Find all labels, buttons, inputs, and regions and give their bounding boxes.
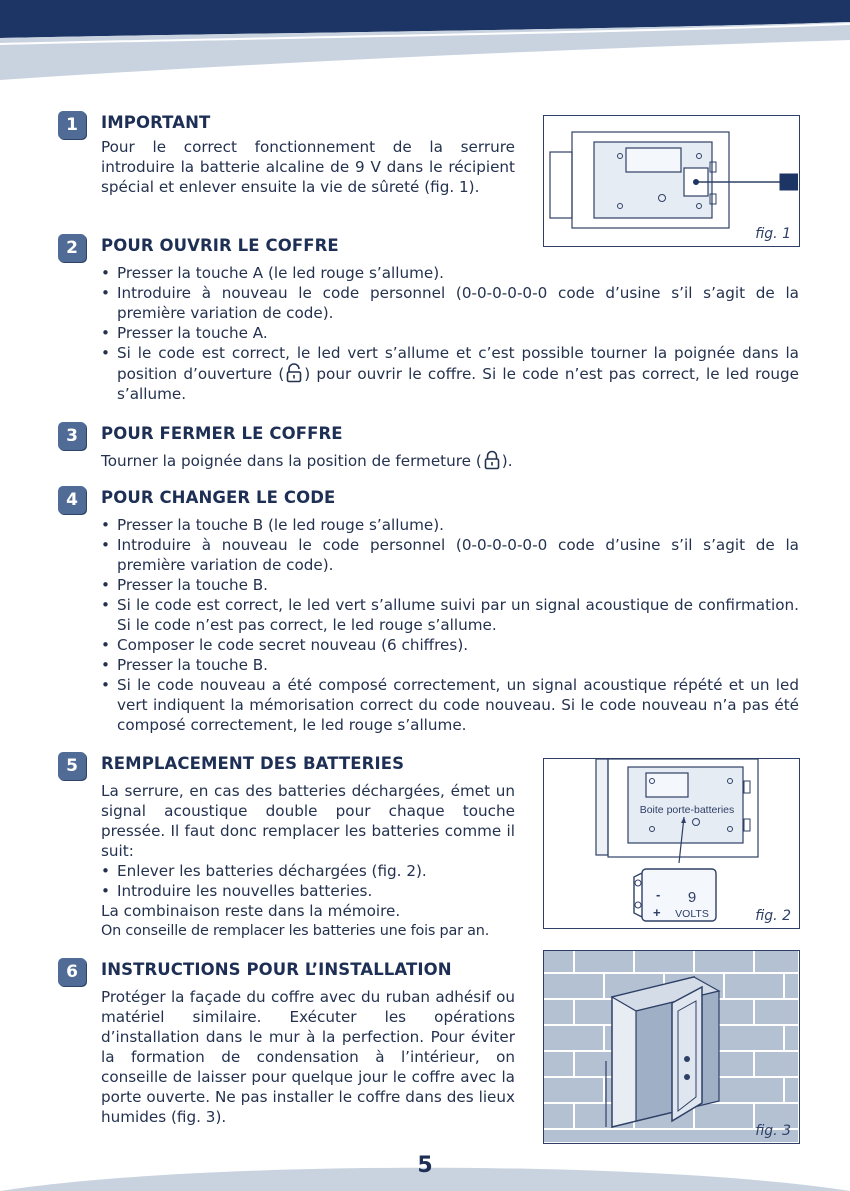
list-item: • Introduire les nouvelles batteries. [101, 881, 515, 901]
closed-padlock-icon [482, 450, 502, 470]
figure-1 [543, 115, 800, 247]
list-item: • Presser la touche A. [101, 323, 799, 343]
list-item: • Introduire à nouveau le code personnel (0-0-0-0-0-0 code d’usine s’il s’agit de la première variation de code). [101, 283, 799, 323]
list-item: • Enlever les batteries déchargées (fig. 2). [101, 861, 515, 881]
list-item: • Presser la touche B. [101, 575, 799, 595]
section-number-badge: 4 [58, 486, 86, 514]
page-number: 5 [417, 1153, 433, 1178]
list-item: • Presser la touche A (le led rouge s’allume). [101, 263, 799, 283]
battery-minus-label: - [656, 887, 661, 902]
section-body-text [101, 450, 799, 471]
list-item: • Introduire à nouveau le code personnel (0-0-0-0-0-0 code d’usine s’il s’agit de la première variation de code). [101, 535, 799, 575]
section-body-text: Protéger la façade du coffre avec du ruban adhésif ou matériel similaire. Exécuter les opérations d’installation dans le mur à la perfection. Pour éviter la formation de condensation à l’intérieur, on conseille de laisser pour quelque jour le coffre avec la porte ouverte. Ne pas installer le coffre dans des lieux humides (fig. 3). [101, 988, 515, 1126]
list-item: • Presser la touche B (le led rouge s’allume). [101, 515, 799, 535]
figure-2 [543, 758, 800, 929]
section-note: La combinaison reste dans la mémoire. [101, 902, 401, 920]
section-number-badge: 2 [58, 234, 86, 262]
list-item: • Si le code est correct, le led vert s’allume suivi par un signal acoustique de confirmation. Si le code n’est pas correct, le led rouge s’allume. [101, 595, 799, 635]
open-padlock-icon [284, 363, 304, 383]
list-item-text: ) pour ouvrir le coffre. Si le code n’est pas correct, le led rouge s’allume. [117, 365, 799, 403]
section-title: POUR CHANGER LE CODE [101, 488, 336, 507]
figure-1-caption: fig. 1 [755, 226, 791, 242]
section-number-badge: 3 [58, 422, 86, 450]
section-title: INSTRUCTIONS POUR L’INSTALLATION [101, 960, 452, 979]
body-text-part: ). [501, 452, 513, 470]
list-item: • Composer le code secret nouveau (6 chiffres). [101, 635, 799, 655]
section-title: REMPLACEMENT DES BATTERIES [101, 754, 405, 773]
section-title: POUR FERMER LE COFFRE [101, 424, 343, 443]
section-number-badge: 1 [58, 111, 86, 139]
figure-2-caption: fig. 2 [755, 908, 791, 924]
list-item: • Si le code nouveau a été composé correctement, un signal acoustique répété et un led vert indiquent la mémorisation correct du code nouveau. Si le code nouveau n’a pas été composé correctement, le led rouge s’allume. [101, 675, 799, 735]
battery-box-callout: Boite porte-batteries [639, 804, 735, 816]
section-body-text: Pour le correct fonctionnement de la serrure introduire la batterie alcaline de 9 V dans le récipient spécial et enlever ensuite la vie de sûreté (fig. 1). [101, 138, 515, 196]
section-title: IMPORTANT [101, 113, 211, 132]
battery-plus-label: + [653, 905, 661, 920]
body-text-part: Tourner la poignée dans la position de fermeture ( [101, 452, 482, 470]
list-item [101, 343, 799, 404]
list-item: • Presser la touche B. [101, 655, 799, 675]
battery-box-illustration [544, 759, 798, 927]
section-title: POUR OUVRIR LE COFFRE [101, 236, 339, 255]
figure-3-caption: fig. 3 [755, 1123, 791, 1139]
header-band [0, 0, 850, 90]
section-number-badge: 5 [58, 752, 86, 780]
battery-value-label: 9 [687, 889, 697, 906]
battery-unit-label: VOLTS [675, 908, 709, 920]
list-item-text: Si le code est correct, le led vert s’allume et c’est possible tourner la poignée dans la position d’ouverture ( [117, 344, 799, 383]
wall-safe-installation-illustration [544, 951, 798, 1142]
section-note: On conseille de remplacer les batteries une fois par an. [101, 923, 490, 939]
section-number-badge: 6 [58, 958, 86, 986]
figure-3 [543, 950, 800, 1144]
section-body-text: La serrure, en cas des batteries déchargées, émet un signal acoustique double pour chaque touche pressée. Il faut donc remplacer les batteries comme il suit: [101, 782, 515, 860]
